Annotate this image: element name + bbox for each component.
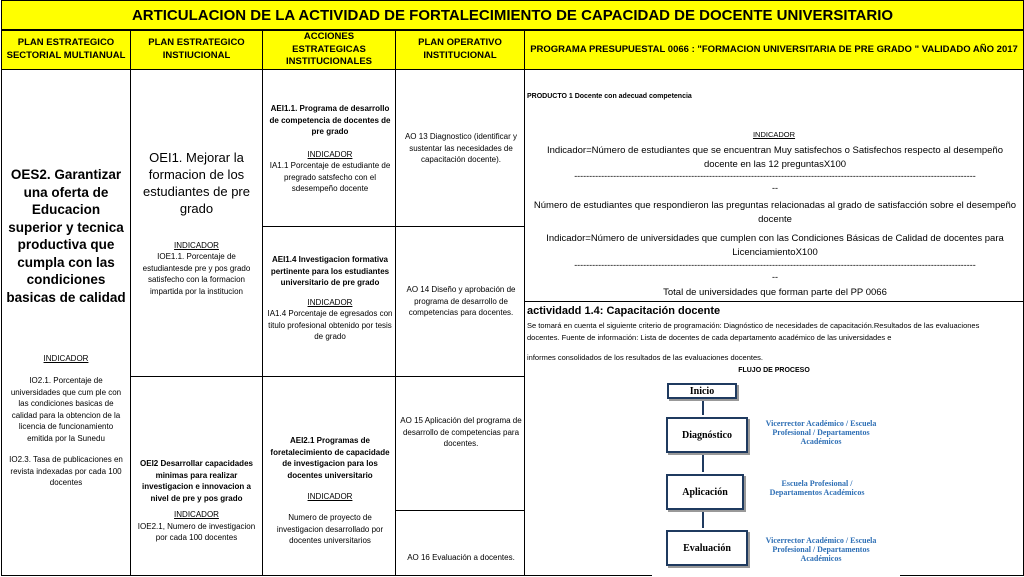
- aei21-action: AEI2.1 Programas de foretalecimiento de capacidade de investigacion para los docentes universitario: [270, 436, 390, 480]
- indicator-label: INDICADOR: [307, 298, 353, 307]
- ao13-item: AO 13 Diagnostico (identificar y sustentar las necesidades de capacitación docente).: [404, 132, 518, 165]
- ao14-item: AO 14 Diseño y aprobación de programa de desarrollo de competencias para docentes.: [406, 285, 516, 318]
- indicator-ia11: IA1.1 Porcentaje de estudiante de pregrado satsfecho con el sdesempeño docente: [269, 161, 391, 194]
- fraction-line: --------------------------------------------------------------------------------------------------------------------------------------: [574, 172, 976, 181]
- header-budget-program: PROGRAMA PRESUPUESTAL 0066 : "FORMACION UNIVERSITARIA DE PRE GRADO " VALIDADO AÑO 2017: [524, 30, 1024, 70]
- denominator-students: Número de estudiantes que respondieron las preguntas relacionadas al grado de satisfacción sobre el desempeño docente: [533, 200, 1017, 226]
- indicator-universities: Indicador=Número de universidades que cumplen con las Condiciones Básicas de Calidad de docentes para LicenciamientoX100: [546, 233, 1004, 259]
- indicator-label: INDICADOR: [43, 354, 89, 363]
- fraction-line-end: --: [772, 272, 778, 282]
- product-title: PRODUCTO 1 Docente con adecuad competencia: [527, 93, 692, 100]
- denominator-universities: Total de universidades que forman parte del PP 0066: [663, 287, 887, 298]
- activity-description: Se tomará en cuenta el siguiente criterio de programación: Diagnóstico de necesidades de capacitación.Resultados de las evaluaciones docentes. Fuente de información: Lista de docentes de cada departamento académico de las universidades e: [527, 321, 980, 342]
- oei1-objective: OEI1. Mejorar la formacion de los estudiantes de pre grado: [143, 150, 250, 216]
- header-institutional-plan: PLAN ESTRATEGICO INSTIUCIONAL: [130, 30, 263, 70]
- process-flow-diagram: [652, 379, 900, 577]
- oei2-cell: [130, 376, 263, 576]
- activity-cell: [524, 301, 1024, 576]
- indicator-label: INDICADOR: [174, 510, 219, 520]
- flow-step-inicio: Inicio: [667, 383, 737, 399]
- flow-label-aplicacion: Escuela Profesional / Departamentos Académicos: [769, 479, 865, 498]
- ao15-cell: [395, 376, 525, 511]
- page-title: ARTICULACION DE LA ACTIVIDAD DE FORTALECIMIENTO DE CAPACIDAD DE DOCENTE UNIVERSITARIO: [1, 0, 1024, 30]
- fraction-line: --------------------------------------------------------------------------------------------------------------------------------------: [574, 261, 976, 270]
- ao14-cell: [395, 226, 525, 377]
- flow-step-evaluacion: Evaluación: [666, 530, 748, 566]
- flow-label-evaluacion: Vicerrector Académico / Escuela Profesional / Departamentos Académicos: [765, 536, 877, 564]
- indicator-aei21: Numero de proyecto de investigacion desarrollado por docentes universitarios: [276, 513, 384, 546]
- indicator-io21: IO2.1. Porcentaje de universidades que cum ple con las condiciones basicas de calidad para la obtencion de la licencia de funcionamiento emitida por la Sunedu: [10, 376, 122, 443]
- indicator-io23: IO2.3. Tasa de publicaciones en revista indexadas por cada 100 docentes: [9, 455, 123, 488]
- ao15-item: AO 15 Aplicación del programa de desarrollo de competencias para docentes.: [400, 416, 522, 449]
- aei11-cell: [262, 69, 396, 227]
- aei21-cell: [262, 376, 396, 576]
- indicator-label: INDICADOR: [307, 492, 353, 501]
- ao16-cell: [395, 510, 525, 576]
- indicator-label: INDICADOR: [307, 150, 353, 159]
- activity-title: actividadd 1.4: Capacitación docente: [527, 305, 721, 317]
- sectoral-plan-cell: [1, 69, 131, 576]
- flow-step-aplicacion: Aplicación: [666, 474, 744, 510]
- ao13-cell: [395, 69, 525, 227]
- header-sectoral-plan: PLAN ESTRATEGICO SECTORIAL MULTIANUAL: [1, 30, 131, 70]
- ao16-item: AO 16 Evaluación a docentes.: [407, 553, 515, 562]
- header-operative-plan: PLAN OPERATIVO INSTITUCIONAL: [395, 30, 525, 70]
- activity-description-cont: informes consolidados de los resultados de las evaluaciones docentes.: [527, 353, 763, 362]
- aei11-action: AEI1.1. Programa de desarrollo de competencia de docentes de pre grado: [269, 104, 391, 137]
- aei14-action: AEI1.4 Investigacion formativa pertinente para los estudiantes universitario de pre grado: [270, 255, 390, 288]
- product-cell: [524, 69, 1024, 302]
- oes2-objective: OES2. Garantizar una oferta de Educacion superior y tecnica productiva que cumpla con las condiciones basicas de calidad: [6, 167, 126, 305]
- fraction-line-end: --: [772, 183, 778, 193]
- oei2-objective: OEI2 Desarrollar capacidades minimas para realizar investigacion e innovacion a nivel de pre y pos grado: [140, 458, 253, 503]
- indicator-satisfaction: Indicador=Número de estudiantes que se encuentran Muy satisfechos o Satisfechos respecto al desempeño docente en las 12 preguntasX100: [546, 145, 1003, 171]
- oei1-cell: [130, 69, 263, 377]
- indicator-ioe21: IOE2.1, Numero de investigacion por cada 100 docentes: [137, 521, 256, 543]
- flow-label-diagnostico: Vicerrector Académico / Escuela Profesional / Departamentos Académicos: [765, 419, 877, 447]
- indicator-label: INDICADOR: [752, 130, 796, 139]
- header-strategic-actions: ACCIONES ESTRATEGICAS INSTITUCIONALES: [262, 30, 396, 70]
- flow-title: FLUJO DE PROCESO: [738, 367, 810, 374]
- indicator-label: INDICADOR: [174, 241, 219, 250]
- aei14-cell: [262, 226, 396, 377]
- flow-step-diagnostico: Diagnóstico: [666, 417, 748, 453]
- indicator-ia14: IA1.4 Porcentaje de egresados con titulo profesional obtenido por tesis de grado: [267, 309, 393, 342]
- indicator-ioe11: IOE1.1. Porcentaje de estudiantesde pre y pos grado satisfecho con la formacion impartida por la institucion: [142, 252, 251, 296]
